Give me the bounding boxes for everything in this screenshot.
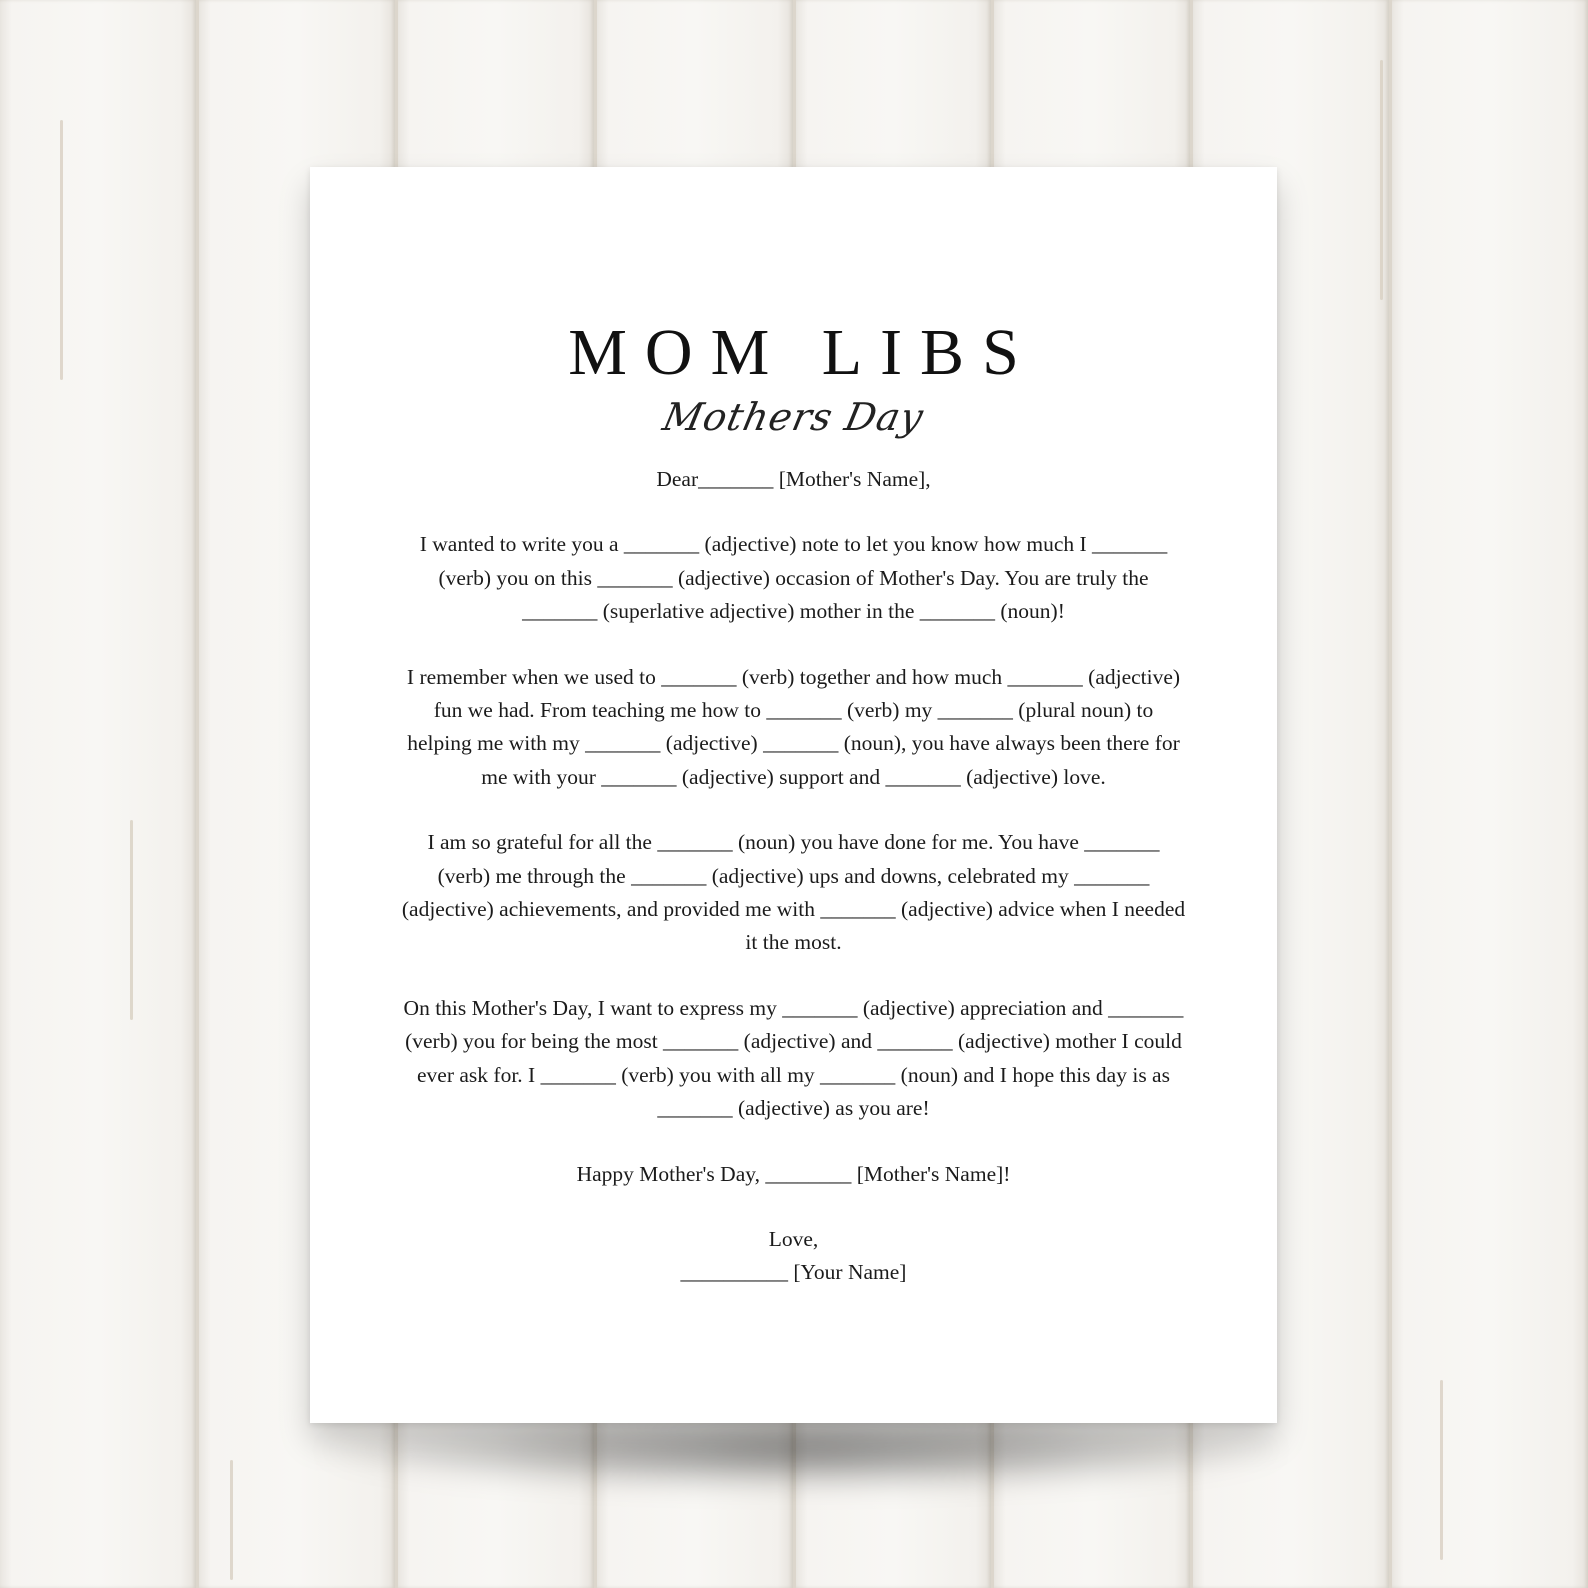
wood-crack	[130, 820, 133, 1020]
wood-crack	[1440, 1380, 1443, 1560]
wood-crack	[1380, 60, 1383, 300]
page-subtitle-script: Mothers Day	[659, 395, 928, 439]
signature-line: __________ [Your Name]	[680, 1260, 907, 1285]
wood-crack	[230, 1460, 233, 1580]
paragraph-4: On this Mother's Day, I want to express my _______ (adjective) appreciation and _______ (verb) you for being the most _______ (adjective) and _______ (adjective) mother I could ever ask for. I _______ (verb) you with all my _______ (noun) and I hope this day is as _______ (adjective) as you are!	[403, 995, 1184, 1121]
wood-plank	[1392, 0, 1588, 1588]
greeting-line: Dear_______ [Mother's Name],	[656, 467, 931, 491]
wood-plank	[0, 0, 199, 1588]
page-title: MOM LIBS	[568, 316, 1037, 389]
wood-crack	[60, 120, 63, 380]
closing-line: Happy Mother's Day, ________ [Mother's Name]!	[576, 1161, 1011, 1186]
sign-off: Love,	[768, 1226, 819, 1251]
paragraph-3: I am so grateful for all the _______ (noun) you have done for me. You have _______ (verb) me through the _______ (adjective) ups and downs, celebrated my _______ (adjective) achievements, and provided me with _______ (adjective) advice when I needed it the most.	[401, 830, 1186, 955]
paragraph-2: I remember when we used to _______ (verb) together and how much _______ (adjective) fun we had. From teaching me how to _______ (verb) my _______ (plural noun) to helping me with my _______ (adjective) _______ (noun), you have always been there for me with your _______ (adjective) support and _______ (adjective) love.	[406, 664, 1181, 789]
printable-sheet	[310, 167, 1277, 1423]
letter-body	[400, 463, 1187, 1290]
paragraph-1: I wanted to write you a _______ (adjective) note to let you know how much I _______ (verb) you on this _______ (adjective) occasion of Mother's Day. You are truly the _______ (superlative adjective) mother in the _______ (noun)!	[419, 532, 1168, 624]
